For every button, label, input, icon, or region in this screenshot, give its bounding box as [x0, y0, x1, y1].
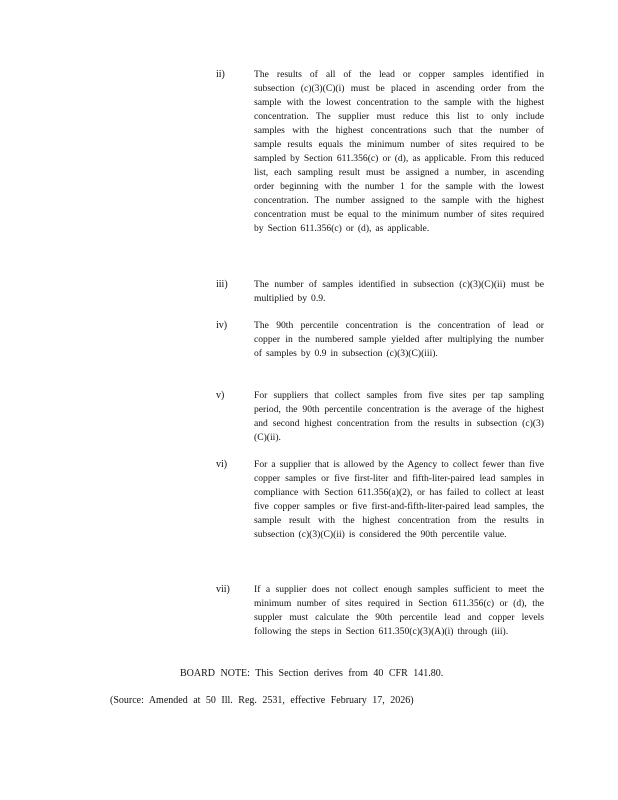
item-marker: ii) — [216, 69, 225, 80]
item-text: The number of samples identified in subsection (c)(3)(C)(ii) must be multiplied by 0.9. — [254, 279, 544, 304]
item-marker: v) — [216, 390, 225, 401]
item-text: The 90th percentile concentration is the concentration of lead or copper in the numbered sample yielded after multiplying the number of samples by 0.9 in subsection (c)(3)(C)(iii). — [254, 320, 544, 359]
board-note: BOARD NOTE: This Section derives from 40 CFR 141.80. — [180, 668, 444, 679]
item-text: If a supplier does not collect enough samples sufficient to meet the minimum number of sites required in Section 611.356(c) or (d), the suppler must calculate the 90th percentile lead and copper levels following the steps in Section 611.350(c)(3)(A)(i) through (iii). — [254, 584, 544, 637]
item-marker: iv) — [216, 320, 228, 331]
item-text: The results of all of the lead or copper samples identified in subsection (c)(3)(C)(i) must be placed in ascending order from the sample with the lowest concentration to the sample with the highest concentration. The supplier must reduce this list to only include samples with the highest concentrations such that the number of sample results equals the minimum number of sites required to be sampled by Section 611.356(c) or (d), as applicable. From this reduced list, each sampling result must be assigned a number, in ascending order beginning with the number 1 for the sample with the lowest concentration. The number assigned to the sample with the highest concentration must be equal to the minimum number of sites required by Section 611.356(c) or (d), as applicable. — [254, 69, 544, 234]
item-marker: vi) — [216, 459, 228, 470]
item-text: For suppliers that collect samples from five sites per tap sampling period, the 90th percentile concentration is the average of the highest and second highest concentration from the results in subsection (c)(3)(C)(ii). — [254, 390, 544, 443]
item-marker: vii) — [216, 584, 230, 595]
item-marker: iii) — [216, 279, 228, 290]
item-text: For a supplier that is allowed by the Agency to collect fewer than five copper samples or five first-liter and fifth-liter-paired lead samples in compliance with Section 611.356(a)(2), or has failed to collect at least five copper samples or five first-and-fifth-liter-paired lead samples, the sample result with the highest concentration from the results in subsection (c)(3)(C)(ii) is considered the 90th percentile value. — [254, 459, 544, 540]
source-note: (Source: Amended at 50 Ill. Reg. 2531, effective February 17, 2026) — [110, 695, 414, 706]
